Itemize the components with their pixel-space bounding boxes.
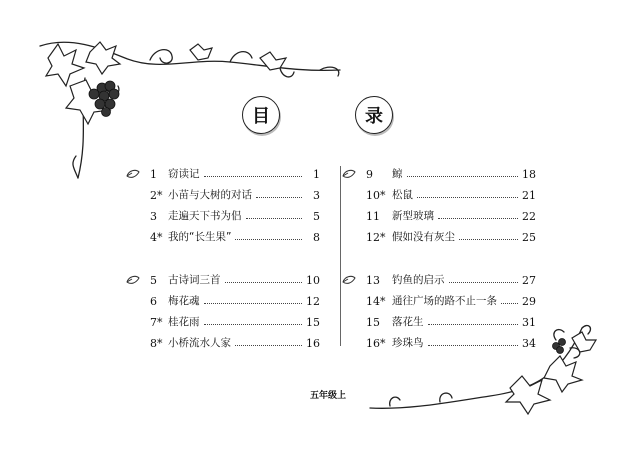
leader-dots: [204, 303, 303, 304]
toc-entry-number: 14*: [366, 295, 386, 308]
title-char-left: 目: [252, 106, 270, 127]
toc-entry-number: 10*: [366, 189, 386, 202]
toc-entry-page: 10: [306, 274, 320, 287]
toc-group-right-top: [366, 164, 536, 248]
toc-entry-number: 16*: [366, 337, 386, 350]
toc-entry-title: 窃读记: [168, 168, 200, 180]
toc-entry[interactable]: [150, 227, 320, 248]
toc-group-left-top: [150, 164, 320, 248]
toc-entry[interactable]: [366, 270, 536, 291]
leader-dots: [235, 345, 302, 346]
toc-entry-title: 小苗与大树的对话: [168, 189, 252, 201]
leader-dots: [246, 218, 303, 219]
toc-entry-number: 15: [366, 316, 380, 329]
toc-entry-number: 12*: [366, 231, 386, 244]
toc-entry[interactable]: [150, 270, 320, 291]
toc-entry-page: 22: [522, 210, 536, 223]
toc-entry[interactable]: [150, 164, 320, 185]
toc-entry-page: 16: [306, 337, 320, 350]
toc-entry-title: 鲸: [392, 168, 403, 180]
toc-entry-title: 假如没有灰尘: [392, 231, 455, 243]
toc-entry-number: 4*: [150, 231, 163, 244]
leader-dots: [225, 282, 303, 283]
toc-entry[interactable]: [150, 206, 320, 227]
leaf-bullet-icon: [342, 168, 356, 180]
title-circle-left: [242, 96, 280, 134]
column-divider: [340, 166, 341, 346]
toc-entry-number: 6: [150, 295, 157, 308]
leader-dots: [459, 239, 518, 240]
toc-entry-number: 11: [366, 210, 380, 223]
leader-dots: [417, 197, 518, 198]
toc-entry-page: 1: [313, 168, 320, 181]
toc-entry-number: 2*: [150, 189, 163, 202]
leader-dots: [449, 282, 519, 283]
toc-entry-title: 新型玻璃: [392, 210, 434, 222]
grapevine-ornament-icon: [360, 318, 600, 418]
toc-entry-number: 9: [366, 168, 373, 181]
toc-entry[interactable]: [366, 227, 536, 248]
leader-dots: [204, 324, 303, 325]
title-char-right: 录: [365, 106, 383, 127]
toc-entry-page: 15: [306, 316, 320, 329]
toc-group-left-bottom: [150, 270, 320, 354]
toc-entry-title: 松鼠: [392, 189, 413, 201]
toc-entry-page: 25: [522, 231, 536, 244]
toc-entry-title: 我的“长生果”: [168, 231, 232, 243]
toc-entry[interactable]: [366, 206, 536, 227]
toc-entry-page: 3: [313, 189, 320, 202]
toc-entry-page: 8: [313, 231, 320, 244]
toc-entry-page: 5: [313, 210, 320, 223]
toc-entry-page: 12: [306, 295, 320, 308]
toc-entry-title: 小桥流水人家: [168, 337, 231, 349]
toc-entry-title: 钓鱼的启示: [392, 274, 445, 286]
toc-entry[interactable]: [150, 185, 320, 206]
leaf-bullet-icon: [342, 274, 356, 286]
toc-entry[interactable]: [150, 312, 320, 333]
toc-entry[interactable]: [366, 164, 536, 185]
toc-entry-title: 桂花雨: [168, 316, 200, 328]
toc-entry-number: 7*: [150, 316, 163, 329]
toc-entry-title: 通往广场的路不止一条: [392, 295, 497, 307]
leaf-bullet-icon: [126, 274, 140, 286]
leader-dots: [235, 239, 302, 240]
toc-entry-number: 5: [150, 274, 157, 287]
toc-entry-title: 梅花魂: [168, 295, 200, 307]
toc-entry-page: 21: [522, 189, 536, 202]
toc-entry[interactable]: [150, 291, 320, 312]
toc-entry[interactable]: [150, 333, 320, 354]
toc-entry-number: 1: [150, 168, 157, 181]
toc-entry[interactable]: [366, 185, 536, 206]
toc-entry-page: 27: [522, 274, 536, 287]
leader-dots: [438, 218, 518, 219]
leader-dots: [501, 303, 518, 304]
toc-entry-page: 18: [522, 168, 536, 181]
toc-entry-title: 珍珠鸟: [392, 337, 424, 349]
toc-entry-number: 8*: [150, 337, 163, 350]
toc-entry-page: 34: [522, 337, 536, 350]
toc-entry-page: 31: [522, 316, 536, 329]
toc-entry-page: 29: [522, 295, 536, 308]
toc-entry-title: 古诗词三首: [168, 274, 221, 286]
leader-dots: [204, 176, 303, 177]
toc-entry[interactable]: [366, 291, 536, 312]
toc-entry-number: 3: [150, 210, 157, 223]
title-circle-right: [355, 96, 393, 134]
leader-dots: [407, 176, 519, 177]
toc-entry-title: 落花生: [392, 316, 424, 328]
toc-entry-title: 走遍天下书为侣: [168, 210, 242, 222]
leaf-bullet-icon: [126, 168, 140, 180]
toc-entry-number: 13: [366, 274, 380, 287]
leader-dots: [256, 197, 302, 198]
page-footer: 五年级上: [310, 391, 347, 401]
